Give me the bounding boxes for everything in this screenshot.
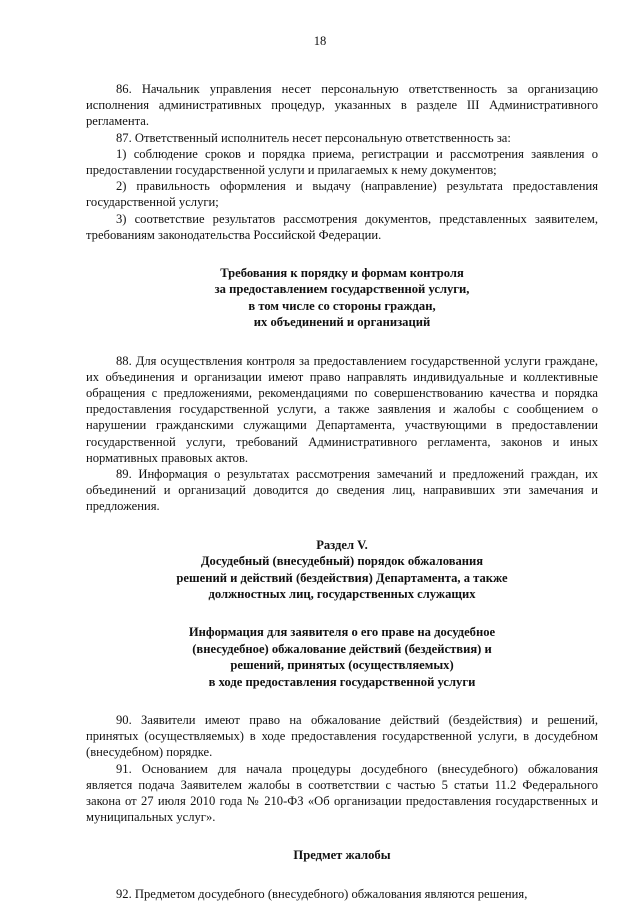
- section-heading-line: должностных лиц, государственных служащих: [208, 586, 476, 601]
- spacer: [86, 243, 598, 265]
- section-heading-line: за предоставлением государственной услуги,: [214, 282, 470, 297]
- paragraph: 86. Начальник управления несет персональную ответственность за организацию исполнения административных процедур, указанных в разделе III Административного регламента.: [86, 82, 598, 129]
- section-heading-line: Досудебный (внесудебный) порядок обжалования: [200, 554, 484, 569]
- page-number: 18: [313, 34, 327, 48]
- paragraph: 89. Информация о результатах рассмотрения замечаний и предложений граждан, их объединений и организаций доводится до сведения лиц, направивших эти замечания и предложения.: [86, 467, 598, 514]
- paragraph: 2) правильность оформления и выдачу (направление) результата предоставления государственной услуги;: [86, 179, 598, 210]
- paragraph: 88. Для осуществления контроля за предоставлением государственной услуги граждане, их объединения и организации имеют право направлять индивидуальные и коллективные обращения с предложениями, рекомендациями по совершенствованию качества и порядка предоставления государственной услуги, а также заявления и жалобы с сообщением о нарушении гражданскими служащими Департамента, участвующими в предоставлении государственной услуги, требований Административного регламента, законов и иных нормативных правовых актов.: [86, 353, 598, 465]
- spacer: [86, 864, 598, 886]
- section-heading-line: в ходе предоставления государственной услуги: [208, 674, 476, 689]
- paragraph: 91. Основанием для начала процедуры досудебного (внесудебного) обжалования является подача Заявителем жалобы в соответствии с частью 5 статьи 11.2 Федерального закона от 27 июля 2010 года № 210-ФЗ «Об организации предоставления государственных и муниципальных услуг».: [86, 761, 598, 825]
- spacer: [86, 825, 598, 847]
- spacer: [86, 515, 598, 537]
- section-heading-line: Информация для заявителя о его праве на досудебное: [188, 625, 496, 640]
- section-heading-line: (внесудебное) обжалование действий (бездействия) и: [192, 641, 492, 656]
- section-heading-line: Предмет жалобы: [293, 848, 391, 863]
- section-heading-line: Требования к порядку и формам контроля: [220, 266, 464, 281]
- section-heading-line: решений, принятых (осуществляемых): [230, 658, 454, 673]
- section-heading-line: их объединений и организаций: [253, 315, 431, 330]
- section-heading-line: Раздел V.: [316, 537, 368, 552]
- paragraph: 1) соблюдение сроков и порядка приема, регистрации и рассмотрения заявления о предоставлении государственной услуги и прилагаемых к нему документов;: [86, 146, 598, 178]
- paragraph: 92. Предметом досудебного (внесудебного) обжалования являются решения,: [116, 886, 528, 901]
- section-heading-line: решений и действий (бездействия) Департамента, а также: [176, 570, 508, 585]
- spacer: [86, 331, 598, 353]
- section-heading-line: в том числе со стороны граждан,: [248, 298, 436, 313]
- paragraph: 90. Заявители имеют право на обжалование действий (бездействия) и решений, принятых (осуществляемых) в ходе предоставления государственной услуги, в досудебном (внесудебном) порядке.: [86, 712, 598, 760]
- paragraph: 3) соответствие результатов рассмотрения документов, представленных заявителем, требованиям законодательства Российской Федерации.: [86, 211, 598, 242]
- document-body: [86, 81, 598, 902]
- paragraph: 87. Ответственный исполнитель несет персональную ответственность за:: [116, 130, 511, 145]
- spacer: [86, 602, 598, 624]
- spacer: [86, 690, 598, 712]
